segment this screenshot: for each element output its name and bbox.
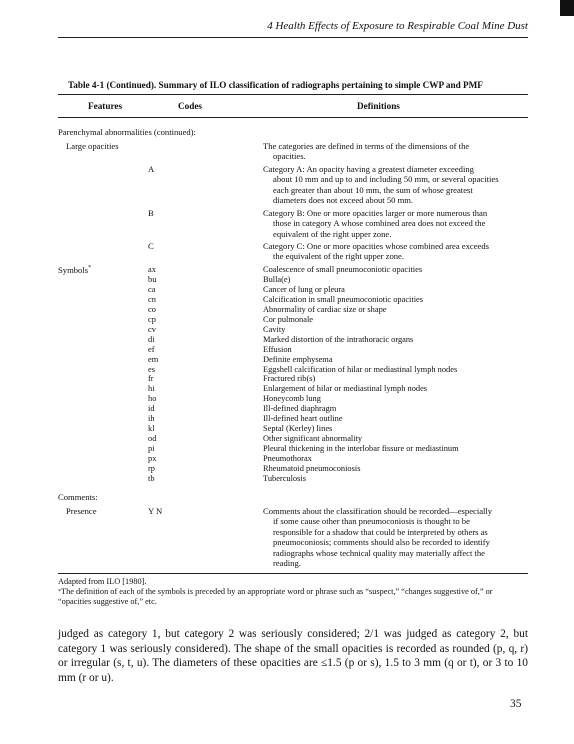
definition-line: Comments about the classification should be recorded—especially xyxy=(263,506,493,516)
symbol-definition: Cor pulmonale xyxy=(263,314,314,324)
symbol-code: fr xyxy=(148,374,154,384)
symbols-label: Symbols xyxy=(58,265,89,275)
section-comments: Comments: xyxy=(58,492,98,502)
symbol-code: id xyxy=(148,404,155,414)
symbol-definition: Other significant abnormality xyxy=(263,434,363,444)
symbol-definition: Bulla(e) xyxy=(263,274,291,284)
definition-line: radiographs whose technical quality may materially affect the xyxy=(273,547,485,558)
running-head: 4 Health Effects of Exposure to Respirable Coal Mine Dust xyxy=(267,20,528,32)
feature-symbols xyxy=(58,265,91,275)
symbol-code: cp xyxy=(148,314,156,324)
code-category-b: B xyxy=(148,208,154,218)
definition-category-b xyxy=(263,208,528,239)
symbol-definition: Ill-defined heart outline xyxy=(263,414,343,424)
symbol-definition: Enlargement of hilar or mediastinal lymph nodes xyxy=(263,384,428,394)
presence-codes: Y N xyxy=(148,506,163,516)
table-title: Table 4-1 (Continued). Summary of ILO classification of radiographs pertaining to simple CWP and PMF xyxy=(68,80,483,90)
symbol-definition: Calcification in small pneumoconiotic opacities xyxy=(263,294,424,304)
symbol-definition: Coalescence of small pneumoconiotic opacities xyxy=(263,265,423,274)
table-bottom-rule xyxy=(58,573,528,574)
symbol-code: cn xyxy=(148,294,156,304)
symbol-definition: Rheumatoid pneumoconiosis xyxy=(263,464,361,473)
symbol-code: kl xyxy=(148,424,155,434)
definition-line: if some cause other than pneumoconiosis is thought to be xyxy=(273,516,470,527)
symbol-code: ih xyxy=(148,414,155,424)
definition-line: responsible for a shadow that could be interpreted by others as xyxy=(273,526,488,537)
section-parenchymal: Parenchymal abnormalities (continued): xyxy=(58,127,196,137)
symbol-definition: Effusion xyxy=(263,344,292,354)
definition-category-c xyxy=(263,241,528,262)
definition-line: Category B: One or more opacities larger or more numerous than xyxy=(263,208,488,218)
code-category-c: C xyxy=(148,241,154,251)
definition-line: those in category A whose combined area does not exceed the xyxy=(273,218,486,229)
symbol-definition: Ill-defined diaphragm xyxy=(263,404,337,414)
symbol-code: es xyxy=(148,364,155,374)
definition-line: Category A: An opacity having a greatest diameter exceeding xyxy=(263,164,474,174)
header-bottom-rule xyxy=(58,117,528,118)
symbol-definition: Definite emphysema xyxy=(263,354,333,364)
definition-line: opacities. xyxy=(273,151,306,162)
source-note: Adapted from ILO [1980]. xyxy=(58,577,147,586)
symbol-code: em xyxy=(148,354,159,364)
footnote-marker: * xyxy=(58,589,61,595)
code-category-a: A xyxy=(148,164,155,174)
symbol-code: ho xyxy=(148,394,157,404)
feature-presence: Presence xyxy=(66,506,97,516)
symbol-definition: Eggshell calcification of hilar or mediastinal lymph nodes xyxy=(263,364,458,374)
definition-line: the equivalent of the right upper zone. xyxy=(273,251,405,262)
symbol-code: di xyxy=(148,334,155,344)
symbol-code: co xyxy=(148,304,156,314)
footnote-marker: * xyxy=(88,265,92,271)
header-rule xyxy=(58,37,528,38)
symbol-definition: Pleural thickening in the interlobar fissure or mediastinum xyxy=(263,444,459,454)
symbol-code: ca xyxy=(148,284,156,294)
symbol-definition: Cancer of lung or pleura xyxy=(263,284,345,294)
symbol-code: pi xyxy=(148,444,155,454)
definition-line: each greater than about 10 mm, the sum of whose greatest xyxy=(273,184,473,195)
feature-large-opacities: Large opacities xyxy=(66,141,119,151)
symbol-code: hi xyxy=(148,384,155,394)
definition-line: reading. xyxy=(273,558,301,569)
definition-line: about 10 mm and up to and including 50 mm, or several opacities xyxy=(273,174,499,185)
definition-line: The categories are defined in terms of the dimensions of the xyxy=(263,141,470,151)
symbol-code: tb xyxy=(148,473,155,483)
symbol-code: ax xyxy=(148,265,156,274)
large-opacities-intro xyxy=(263,141,528,162)
footnote-text: The definition of each of the symbols is preceded by an appropriate word or phrase such as “suspect,” “changes suggestive of,” or “opacities suggestive of,” etc. xyxy=(58,587,493,606)
header-features: Features xyxy=(88,101,123,111)
page-edge-mark xyxy=(560,0,574,16)
definition-line: pneumoconiosis; comments should also be recorded to identify xyxy=(273,537,490,548)
symbol-code: bu xyxy=(148,274,157,284)
symbol-definition: Tuberculosis xyxy=(263,473,306,483)
symbol-definition: Cavity xyxy=(263,324,286,334)
footnote xyxy=(58,587,498,607)
header-definitions: Definitions xyxy=(357,101,400,111)
symbol-code: ef xyxy=(148,344,155,354)
symbol-code: px xyxy=(148,454,157,464)
definition-line: diameters does not exceed about 50 mm. xyxy=(273,195,414,206)
definition-line: Category C: One or more opacities whose combined area exceeds xyxy=(263,241,489,251)
symbol-code: cv xyxy=(148,324,156,334)
symbol-definition: Honeycomb lung xyxy=(263,394,321,404)
symbol-code: od xyxy=(148,434,157,444)
definition-line: equivalent of the right upper zone. xyxy=(273,228,392,239)
symbol-definition: Abnormality of cardiac size or shape xyxy=(263,304,387,314)
body-paragraph: judged as category 1, but category 2 was seriously considered; 2/1 was judged as category 2, but category 1 was seriously considered). The shape of the small opacities is recorded as rounded (p, q, r) or irregular (s, t, u). The diameters of these opacities are ≤1.5 (p or s), 1.5 to 3 mm (q or t), or 3 to 10 mm (r or u). xyxy=(58,628,528,684)
symbol-definition: Fractured rib(s) xyxy=(263,374,316,384)
header-codes: Codes xyxy=(178,101,202,111)
page-number: 35 xyxy=(510,698,522,710)
symbol-definition: Septal (Kerley) lines xyxy=(263,424,333,434)
definition-presence xyxy=(263,506,528,568)
symbol-code: rp xyxy=(148,464,155,473)
symbol-definition: Marked distortion of the intrathoracic organs xyxy=(263,334,414,344)
symbol-definition: Pneumothorax xyxy=(263,454,312,464)
table-top-rule xyxy=(58,94,528,95)
definition-category-a xyxy=(263,164,528,206)
